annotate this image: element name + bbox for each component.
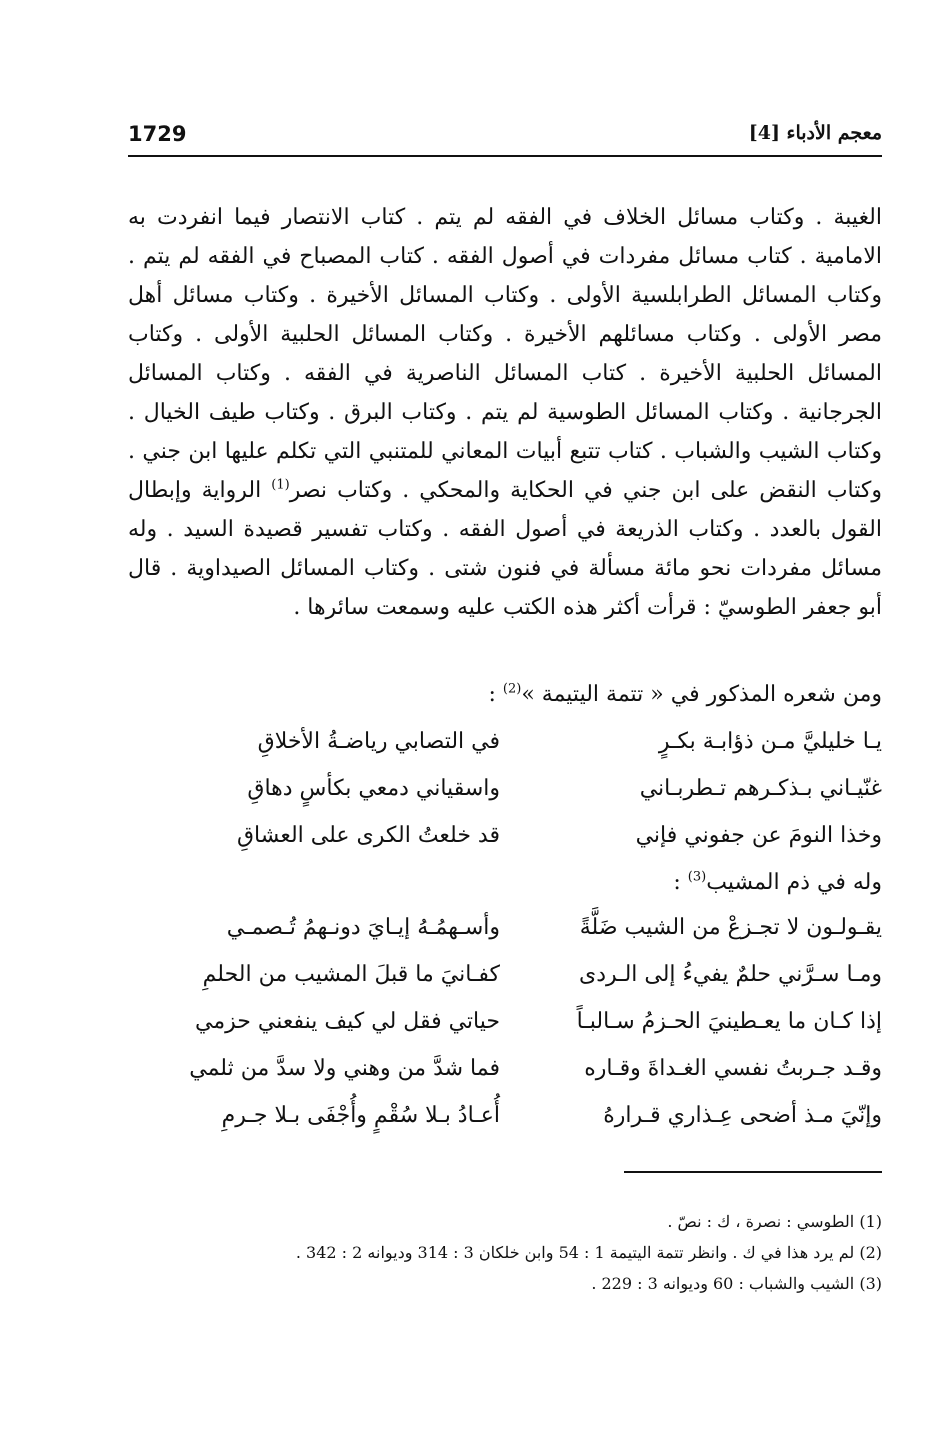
verse-second-hemistich: في التصابي رياضـةُ الأخلاقِ (257, 729, 500, 754)
footnote: (1) الطوسي : نصرة ، ك : نصّ . (667, 1212, 882, 1231)
verse-first-hemistich: ومـا سـرَّني حلمٌ يفيءُ إلى الـردى (578, 962, 882, 987)
header-rule (128, 155, 882, 157)
verse (128, 816, 882, 863)
verse (128, 955, 882, 1002)
footnote-ref: (2) (502, 681, 522, 697)
verse (128, 908, 882, 955)
intro-colon: : (673, 870, 688, 895)
poem-2-intro (128, 863, 882, 902)
verse-first-hemistich: وخذا النومَ عن جفوني فإني (635, 823, 882, 848)
verse-second-hemistich: أُعـادُ بـلا سُقْمٍ وأُجْفَى بـلا جـرمِ (221, 1103, 500, 1128)
verse-second-hemistich: واسقياني دمعي بكأسٍ دهاقِ (247, 776, 500, 801)
text-line: مفردات نحو مائة مسألة في فنون شتى . وكتاب المسائل الصيداوية . قال أبو جعفر (128, 556, 882, 620)
verse-second-hemistich: حياتي فقل لي كيف ينفعني حزمي (195, 1009, 500, 1034)
verse (128, 1049, 882, 1096)
verse (128, 1096, 882, 1143)
text-line: وكتاب المسائل الطوسية لم يتم . وكتاب البرق . وكتاب طيف الخيال . وكتاب الشيب (128, 400, 883, 464)
verse-second-hemistich: قد خلعتُ الكرى على العشاقِ (236, 823, 500, 848)
text-line: النقض على ابن جني في الحكاية والمحكي . وكتاب نصر (289, 478, 817, 503)
text-line: الامامية . كتاب مسائل مفردات في أصول الفقه . كتاب المصباح في الفقه لم يتم . (128, 244, 882, 269)
running-title: معجم الأدباء [4] (748, 122, 882, 144)
text-line: الحلبية الأخيرة . كتاب المسائل الناصرية في الفقه . وكتاب المسائل الجرجانية . (128, 361, 882, 425)
text-line: وكتاب المسائل الطرابلسية الأولى . وكتاب المسائل الأخيرة . وكتاب مسائل أهل مصر (128, 283, 882, 347)
paragraph-text (128, 198, 882, 627)
page-header (128, 122, 882, 156)
intro-colon: : (488, 682, 503, 707)
verse-second-hemistich: كفـانيَ ما قبلَ المشيب من الحلمِ (202, 962, 500, 987)
page-number: 1729 (128, 122, 187, 146)
verse-second-hemistich: فما شدَّ من وهني ولا سدَّ من ثلمي (189, 1056, 500, 1081)
verse (128, 722, 882, 769)
verse (128, 769, 882, 816)
poem-1-intro (128, 675, 882, 714)
footnote-ref: (1) (271, 477, 290, 493)
verse-first-hemistich: وإنّيَ مـذ أضحى عِـذاري قـرارهُ (603, 1103, 882, 1128)
main-paragraph (128, 198, 882, 627)
verse-first-hemistich: غنّيـاني بـذكـرهم تـطربـاني (639, 776, 882, 801)
verse-first-hemistich: يقـولـون لا تجـزعْ من الشيب ضَلَّةً (579, 915, 882, 940)
poem-1 (128, 722, 882, 863)
intro-text: وله في ذم المشيب (706, 870, 882, 895)
text-line: والشباب . كتاب تتبع أبيات المعاني للمتنبي التي تكلم عليها ابن جني . وكتاب (128, 439, 882, 503)
poem-2 (128, 908, 882, 1143)
footnote: (2) لم يرد هذا في ك . وانظر تتمة اليتيمة 1 : 54 وابن خلكان 3 : 314 وديوانه 2 : 342 . (295, 1243, 882, 1262)
verse (128, 1002, 882, 1049)
text-line: الطوسيّ : قرأت أكثر هذه الكتب عليه وسمعت سائرها . (293, 595, 797, 620)
verse-second-hemistich: وأسـهمُـهُ إيـايَ دونـهمُ تُـصمـي (226, 915, 500, 940)
footnotes (128, 1206, 882, 1299)
text-line: الأولى . وكتاب مسائلهم الأخيرة . وكتاب المسائل الحلبية الأولى . وكتاب المسائل (128, 322, 882, 386)
verse-first-hemistich: يـا خليليَّ مـن ذؤابـة بكـرٍ (658, 729, 882, 754)
footnote: (3) الشيب والشباب : 60 وديوانه 3 : 229 . (591, 1274, 882, 1293)
verse-first-hemistich: إذا كـان ما يعـطينيَ الحـزمُ سـالبـاً (576, 1009, 882, 1034)
text-line: الرواية وإبطال القول (128, 478, 882, 542)
verse-first-hemistich: وقـد جـربتُ نفسي الغـداةَ وقـاره (584, 1056, 882, 1081)
footnote-rule (624, 1171, 882, 1173)
footnote-ref: (3) (687, 869, 707, 885)
intro-text: ومن شعره المذكور في « تتمة اليتيمة » (521, 682, 882, 707)
text-line: الغيبة . وكتاب مسائل الخلاف في الفقه لم يتم . كتاب الانتصار فيما انفردت به (128, 205, 882, 230)
text-line: بالعدد . وكتاب الذريعة في أصول الفقه . وكتاب تفسير قصيدة السيد . وله مسائل (128, 517, 882, 581)
